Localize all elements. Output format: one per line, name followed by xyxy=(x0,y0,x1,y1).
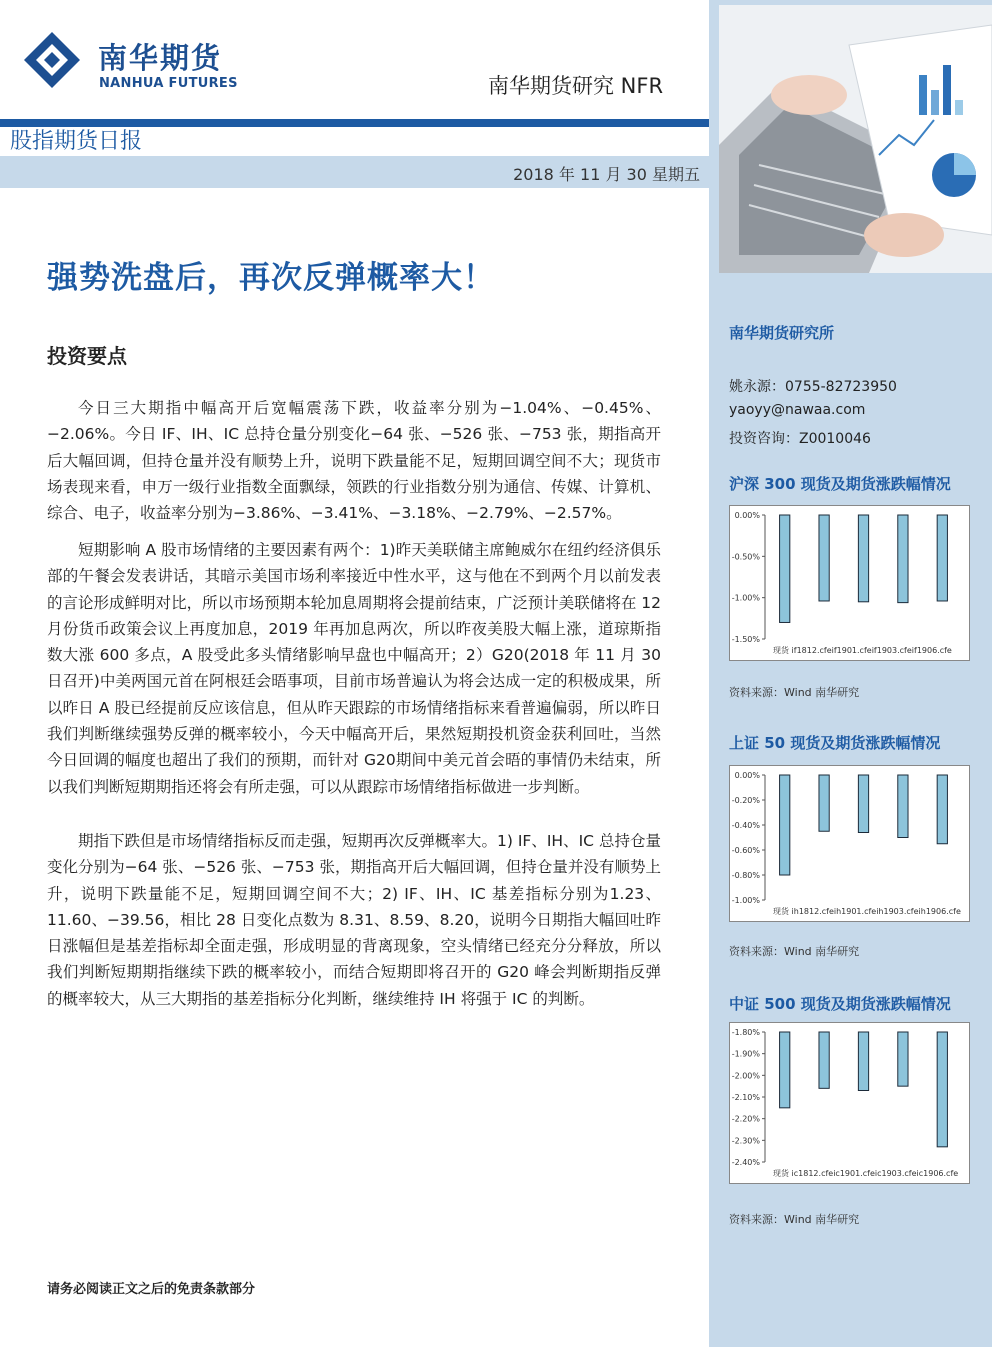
bar-ih1906.cfe xyxy=(937,775,947,844)
logo-chinese-name: 南华期货 xyxy=(98,41,223,75)
chart-title-hs300: 沪深 300 现货及期货涨跌幅情况 xyxy=(729,475,951,493)
y-tick-label: -1.00% xyxy=(731,896,760,905)
x-tick-labels: 现货 ic1812.cfeic1901.cfeic1903.cfeic1906.cfe xyxy=(773,1169,959,1178)
paragraph-2: 短期影响 A 股市场情绪的主要因素有两个：1)昨天美联储主席鲍威尔在纽约经济俱乐部的午餐会发表讲话，其暗示美国市场利率接近中性水平，这与他在不到两个月以前发表的言论形成鲜明对比，所以市场预期本轮加息周期将会提前结束，广泛预计美联储将在 12 月份货币政策会议上再度加息，2019 年再加息两次，所以昨夜美股大幅上涨，道琼斯指数大涨 600 多点，A 股受此多头情绪影响早盘也中幅高开；2）G20(2018 年 11 月 30 日召开)中美两国元首在阿根廷会晤事项，目前市场普遍认为将会达成一定的积极成果，所以昨日 A 股已经提前反应该信息，但从昨天跟踪的市场情绪指标来看普遍偏弱，所以昨日我们判断继续强势反弹的概率较小，今天中幅高开后，果然短期投机资金获利回吐，当然今日回调的幅度也超出了我们的预期，而针对 G20期间中美元首会晤的事情仍未结束，所以我们判断短期期指还将会有所走强，可以从跟踪市场情绪指标做进一步判断。 xyxy=(47,541,661,796)
bar-现货 xyxy=(780,515,790,622)
nanhua-logo-icon xyxy=(22,30,82,90)
y-tick-label: -0.50% xyxy=(731,552,760,562)
y-tick-label: -1.80% xyxy=(731,1028,760,1037)
photo-illustration xyxy=(719,5,992,273)
chart-source-sz50: 资料来源：Wind 南华研究 xyxy=(729,945,860,958)
chart-title-sz50: 上证 50 现货及期货涨跌幅情况 xyxy=(729,734,941,752)
x-tick-labels: 现货 ih1812.cfeih1901.cfeih1903.cfeih1906.cfe xyxy=(773,907,961,916)
analyst-email: yaoyy@nawaa.com xyxy=(729,402,866,418)
y-tick-label: -2.30% xyxy=(731,1136,760,1146)
bar-ic1812.cfe xyxy=(819,1032,829,1088)
y-tick-label: -2.20% xyxy=(731,1114,760,1124)
bar-if1903.cfe xyxy=(898,515,908,603)
report-date: 2018 年 11 月 30 星期五 xyxy=(513,165,700,184)
section-title: 投资要点 xyxy=(47,344,127,368)
y-tick-label: 0.00% xyxy=(734,771,760,780)
chart-hs300 xyxy=(729,505,970,661)
bar-ic1901.cfe xyxy=(858,1032,868,1091)
chart-sz50 xyxy=(729,765,970,922)
y-tick-label: -0.20% xyxy=(731,796,760,805)
y-tick-label: -2.10% xyxy=(731,1093,760,1102)
y-tick-label: 0.00% xyxy=(734,511,760,520)
chart-title-zz500: 中证 500 现货及期货涨跌幅情况 xyxy=(729,995,951,1013)
bar-if1901.cfe xyxy=(858,515,868,602)
research-institute: 南华期货研究所 xyxy=(729,324,835,342)
y-tick-label: -1.50% xyxy=(731,635,760,644)
bar-ic1906.cfe xyxy=(937,1032,947,1147)
paragraph-3: 期指下跌但是市场情绪指标反而走强，短期再次反弹概率大。1) IF、IH、IC 总持仓量变化分别为−64 张、−526 张、−753 张，期指高开后大幅回调，但持仓量并没有顺势上升，说明下跌量能不足，短期回调空间不大；2) IF、IH、IC 基差指标分别为1.23、11.60、−39.56，相比 28 日变化点数为 8.31、8.59、8.20，说明今日期指大幅回吐昨日涨幅但是基差指标却全面走强，形成明显的背离现象，空头情绪已经充分分释放，所以我们判断短期期指继续下跌的概率较小，而结合短期即将召开的 G20 峰会判断期指反弹的概率较大，从三大期指的基差指标分化判断，继续维持 IH 将强于 IC 的判断。 xyxy=(47,832,661,1008)
y-tick-label: -1.00% xyxy=(731,593,760,603)
x-tick-labels: 现货 if1812.cfeif1901.cfeif1903.cfeif1906.cfe xyxy=(773,646,952,655)
bar-ih1901.cfe xyxy=(858,775,868,833)
bar-ih1812.cfe xyxy=(819,775,829,831)
bar-if1812.cfe xyxy=(819,515,829,601)
y-tick-label: -1.90% xyxy=(731,1049,760,1059)
y-tick-label: -0.80% xyxy=(731,871,760,880)
analyst-license: 投资咨询：Z0010046 xyxy=(729,431,871,447)
brand-line: 南华期货研究 NFR xyxy=(488,74,664,98)
bar-ih1903.cfe xyxy=(898,775,908,838)
y-tick-label: -2.40% xyxy=(731,1158,760,1167)
chart-zz500 xyxy=(729,1022,970,1184)
analyst-contact: 姚永源：0755-82723950 xyxy=(729,379,897,395)
paragraph-1: 今日三大期指中幅高开后宽幅震荡下跌，收益率分别为−1.04%、−0.45%、−2.06%。今日 IF、IH、IC 总持仓量分别变化−64 张、−526 张、−753 张，期指高开后大幅回调，但持仓量并没有顺势上升，说明下跌量能不足，短期回调空间不大；现货市场表现来看，申万一级行业指数全面飘绿，领跌的行业指数分别为通信、传媒、计算机、综合、电子，收益率分别为−3.86%、−3.41%、−3.18%、−2.79%、−2.57%。 xyxy=(47,399,661,523)
disclaimer: 请务必阅读正文之后的免责条款部分 xyxy=(47,1282,256,1297)
bar-现货 xyxy=(780,775,790,875)
header-photo xyxy=(719,5,992,273)
bar-if1906.cfe xyxy=(937,515,947,601)
logo-english-name: NANHUA FUTURES xyxy=(99,76,238,91)
chart-source-hs300: 资料来源：Wind 南华研究 xyxy=(729,686,860,699)
chart-source-zz500: 资料来源：Wind 南华研究 xyxy=(729,1213,860,1226)
y-tick-label: -2.00% xyxy=(731,1071,760,1081)
y-tick-label: -0.40% xyxy=(731,821,760,830)
report-type-title: 股指期货日报 xyxy=(10,129,143,154)
headline: 强势洗盘后，再次反弹概率大！ xyxy=(47,260,495,296)
bar-现货 xyxy=(780,1032,790,1108)
bar-ic1903.cfe xyxy=(898,1032,908,1086)
y-tick-label: -0.60% xyxy=(731,846,760,855)
